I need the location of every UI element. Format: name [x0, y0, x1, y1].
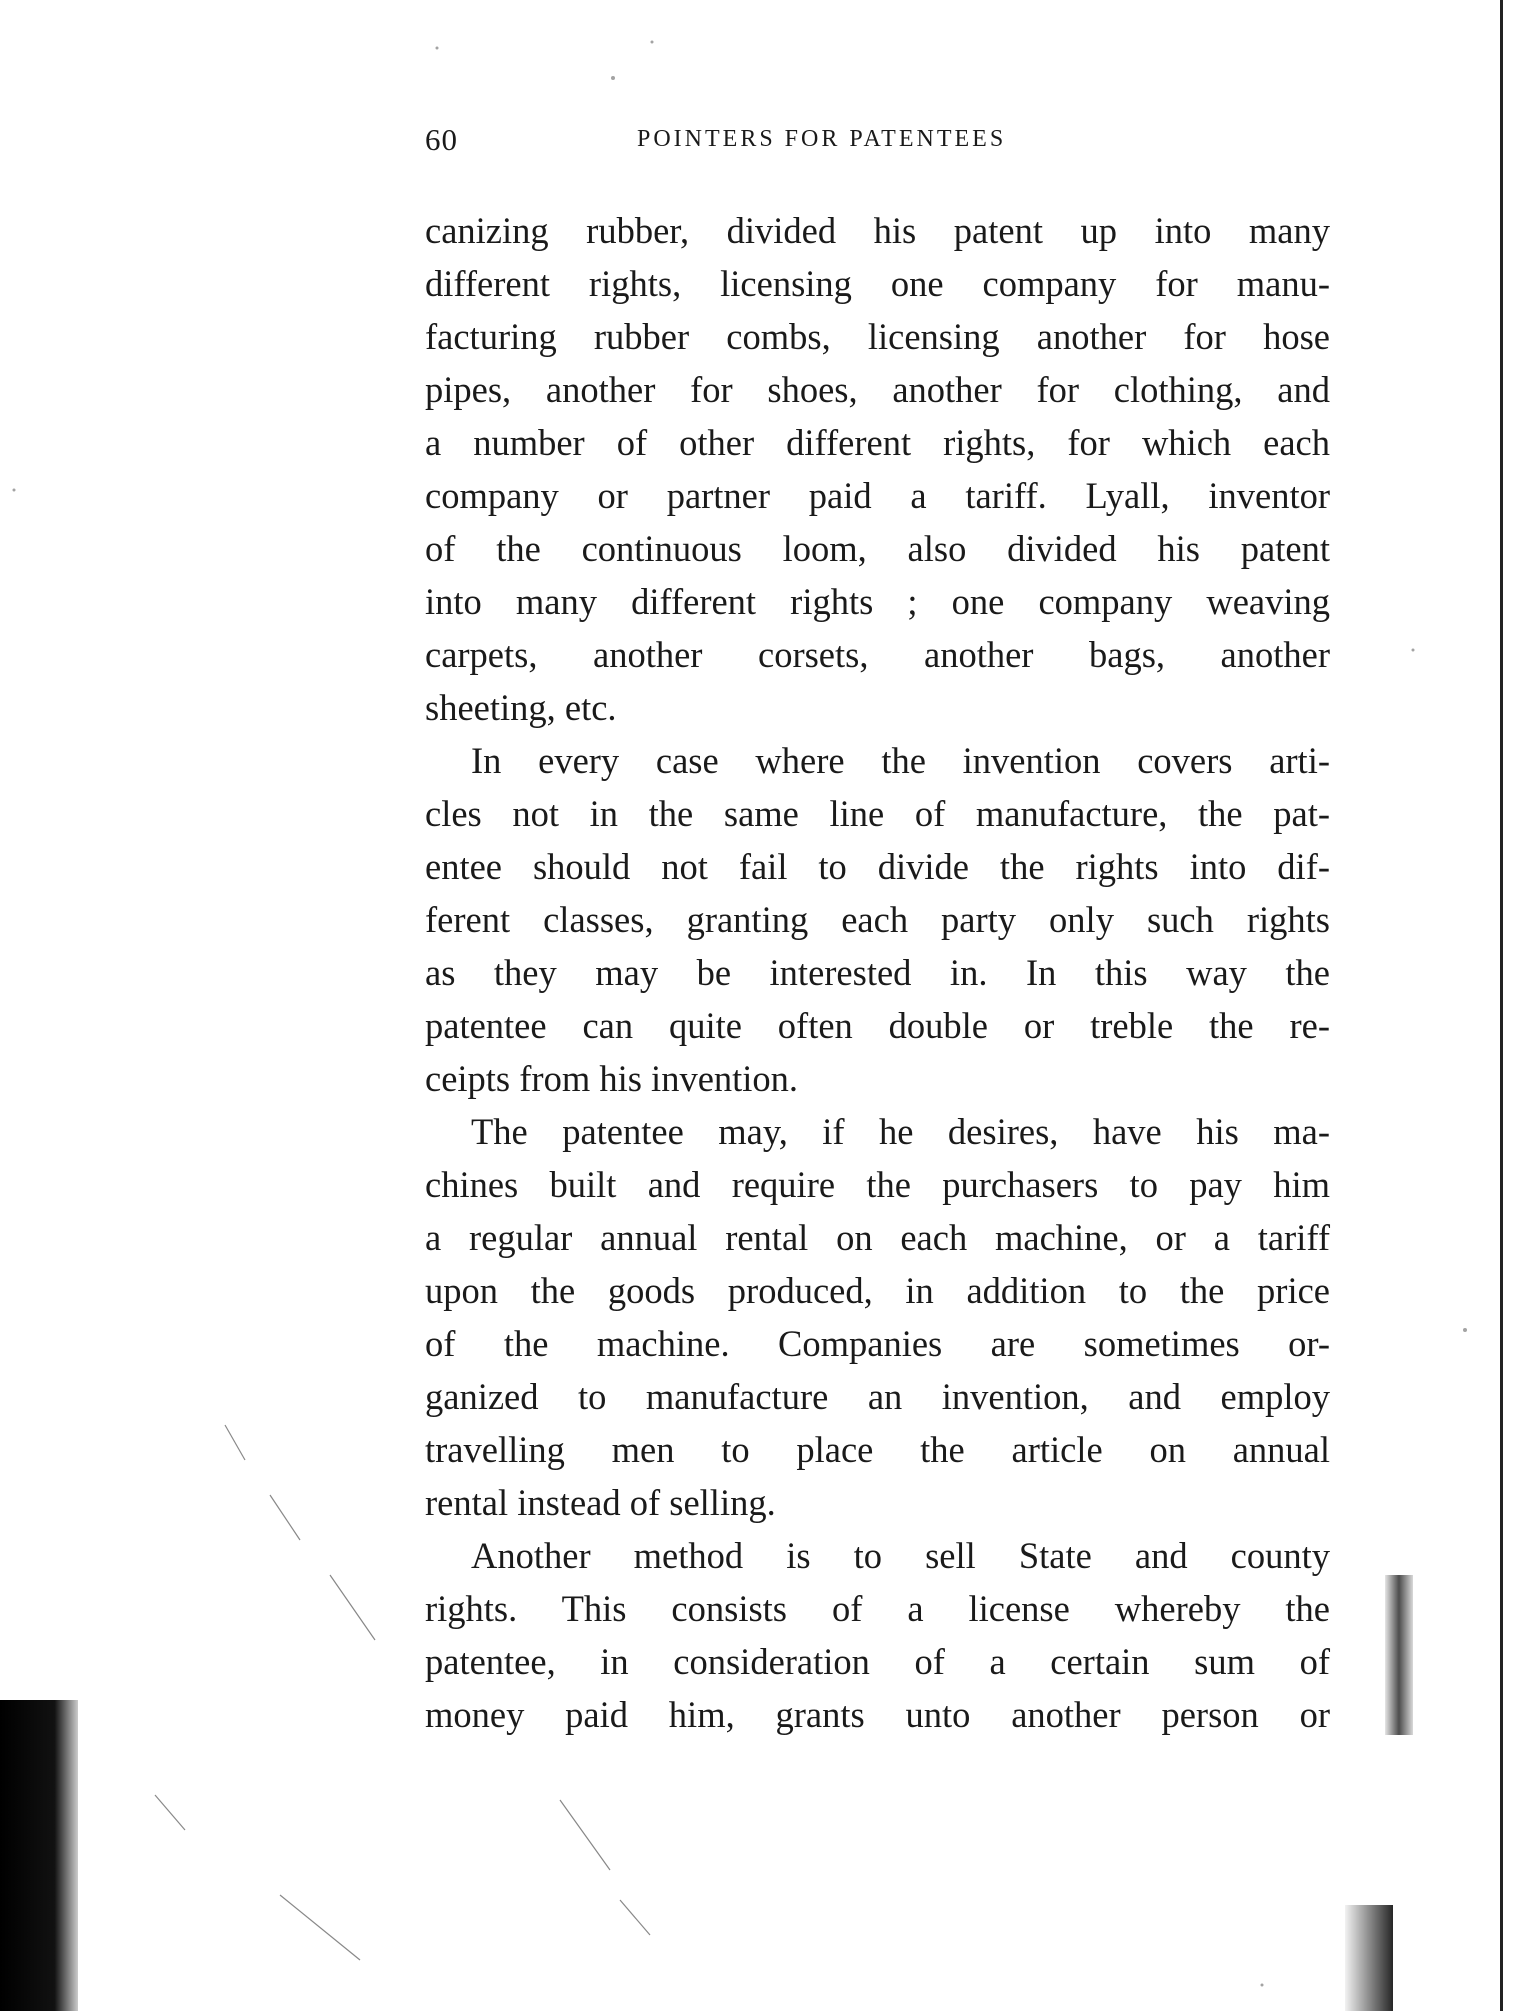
- text-line: ganized to manufacture an invention, and employ: [425, 1376, 1330, 1417]
- scratch-mark: [270, 1495, 300, 1540]
- dust-speck: [1261, 1984, 1264, 1987]
- text-line: of the machine. Companies are sometimes or-: [425, 1323, 1330, 1364]
- text-line: pipes, another for shoes, another for clothing, and: [425, 369, 1330, 410]
- text-line: ceipts from his invention.: [425, 1058, 799, 1099]
- text-line: carpets, another corsets, another bags, another: [425, 634, 1330, 675]
- scratch-mark: [280, 1895, 360, 1960]
- dust-speck: [651, 41, 654, 44]
- dust-speck: [611, 76, 615, 80]
- body-text: [425, 204, 1330, 1741]
- text-line: In every case where the invention covers arti-: [471, 740, 1330, 781]
- text-line: sheeting, etc.: [425, 687, 617, 728]
- page-number: 60: [425, 122, 458, 157]
- text-line: patentee can quite often double or treble the re-: [425, 1005, 1330, 1046]
- scan-shadow-left: [0, 1700, 78, 2011]
- text-line: The patentee may, if he desires, have his ma-: [471, 1111, 1330, 1152]
- text-line: a number of other different rights, for which each: [425, 422, 1330, 463]
- scratch-mark: [620, 1900, 650, 1935]
- text-line: Another method is to sell State and county: [471, 1535, 1330, 1576]
- text-line: travelling men to place the article on annual: [425, 1429, 1330, 1470]
- text-line: rental instead of selling.: [425, 1482, 776, 1523]
- text-line: a regular annual rental on each machine, or a tariff: [425, 1217, 1330, 1258]
- text-line: facturing rubber combs, licensing another for hose: [425, 316, 1330, 357]
- scan-smudge-corner: [1345, 1905, 1393, 2011]
- running-title: POINTERS FOR PATENTEES: [637, 126, 1007, 152]
- text-line: cles not in the same line of manufacture, the pat-: [425, 793, 1330, 834]
- dust-speck: [1463, 1328, 1467, 1332]
- text-line: ferent classes, granting each party only such rights: [425, 899, 1330, 940]
- text-line: money paid him, grants unto another person or: [425, 1694, 1330, 1735]
- scratch-mark: [560, 1800, 610, 1870]
- text-line: rights. This consists of a license whereby the: [425, 1588, 1330, 1629]
- text-line: different rights, licensing one company for manu-: [425, 263, 1330, 304]
- scratch-mark: [330, 1575, 375, 1640]
- scratch-mark: [225, 1425, 245, 1460]
- text-line: company or partner paid a tariff. Lyall, inventor: [425, 475, 1330, 516]
- text-line: into many different rights ; one company weaving: [425, 581, 1330, 622]
- scratch-mark: [155, 1795, 185, 1830]
- text-line: of the continuous loom, also divided his patent: [425, 528, 1330, 569]
- text-line: canizing rubber, divided his patent up into many: [425, 210, 1330, 251]
- text-line: as they may be interested in. In this way the: [425, 952, 1330, 993]
- dust-speck: [1412, 649, 1415, 652]
- text-line: patentee, in consideration of a certain sum of: [425, 1641, 1330, 1682]
- dust-speck: [436, 47, 439, 50]
- dust-speck: [13, 489, 16, 492]
- text-line: upon the goods produced, in addition to the price: [425, 1270, 1330, 1311]
- text-line: entee should not fail to divide the rights into dif-: [425, 846, 1330, 887]
- text-line: chines built and require the purchasers to pay him: [425, 1164, 1330, 1205]
- page-edge-line: [1500, 0, 1503, 2011]
- running-head: [425, 122, 1110, 162]
- scan-smudge-right: [1385, 1575, 1413, 1735]
